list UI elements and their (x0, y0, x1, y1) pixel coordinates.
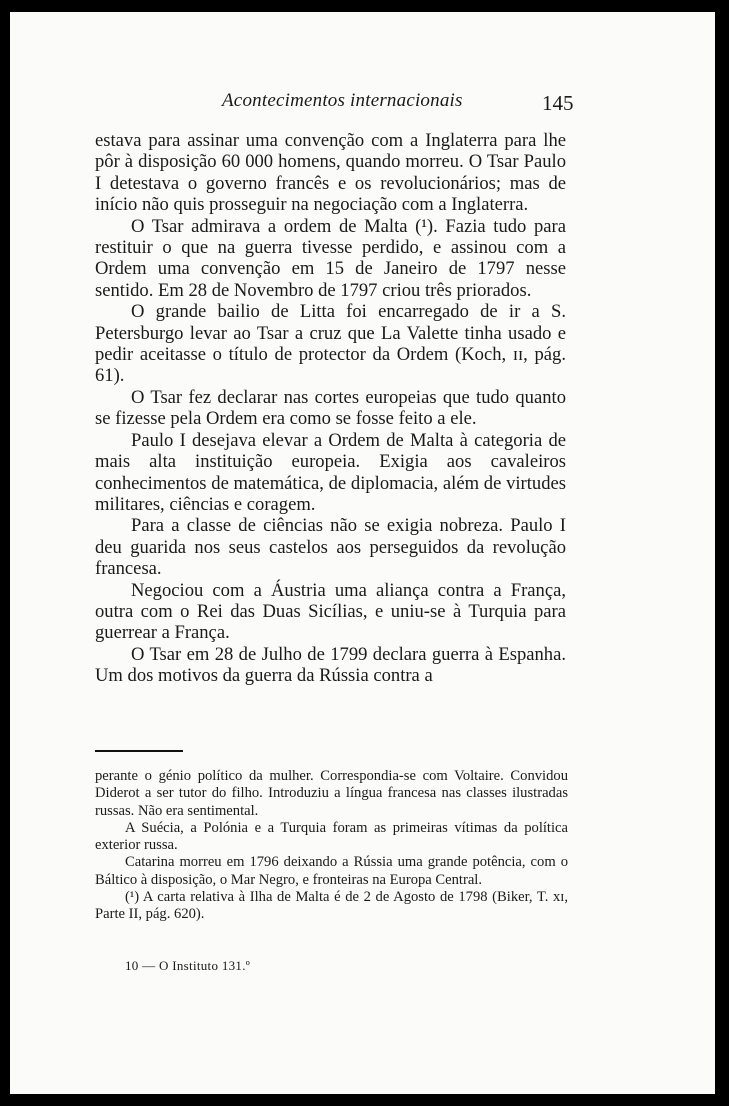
footnote: perante o génio político da mulher. Correspondia-se com Voltaire. Convidou Diderot a ser tutor do filho. Introduziu a língua francesa nas classes ilustradas russas. Não era sentimental. (95, 768, 568, 819)
paragraph: estava para assinar uma convenção com a Inglaterra para lhe pôr à disposição 60 000 homens, quando morreu. O Tsar Paulo I detestava o governo francês e os revolucionários; mas de início não quis prosseguir na negociação com a Inglaterra. (95, 130, 566, 216)
printer-signature: 10 — O Instituto 131.º (125, 958, 251, 973)
footnote: A Suécia, a Polónia e a Turquia foram as primeiras vítimas da política exterior russa. (95, 819, 568, 854)
footnote: (¹) A carta relativa à Ilha de Malta é de 2 de Agosto de 1798 (Biker, T. xɪ, Parte II, pág. 620). (95, 889, 568, 923)
paragraph: O grande bailio de Litta foi encarregado de ir a S. Petersburgo levar ao Tsar a cruz que La Valette tinha usado e pedir aceitasse o título de protector da Ordem (Koch, ɪɪ, pág. 61). (95, 301, 566, 387)
page-number: 145 (542, 91, 574, 115)
page-header (10, 90, 715, 120)
paragraph: O Tsar admirava a ordem de Malta (¹). Fazia tudo para restituir o que na guerra tivesse perdido, e assinou com a Ordem uma convenção em 15 de Janeiro de 1797 nesse sentido. Em 28 de Novembro de 1797 criou três priorados. (95, 215, 566, 301)
paragraph: O Tsar em 28 de Julho de 1799 declara guerra à Espanha. Um dos motivos da guerra da Rússia contra a (95, 643, 566, 687)
paragraph: Para a classe de ciências não se exigia nobreza. Paulo I deu guarida nos seus castelos aos perseguidos da revolução francesa. (95, 515, 566, 580)
paragraph: O Tsar fez declarar nas cortes europeias que tudo quanto se fizesse pela Ordem era como se fosse feito a ele. (95, 386, 566, 430)
footnote-divider (95, 750, 183, 752)
paragraph: Paulo I desejava elevar a Ordem de Malta à categoria de mais alta instituição europeia. Exigia aos cavaleiros conhecimentos de matemática, de diplomacia, além de virtudes militares, ciências e coragem. (95, 429, 566, 515)
running-title: Acontecimentos internacionais (222, 90, 463, 111)
book-page (10, 12, 715, 1094)
footnotes (95, 768, 568, 924)
main-text (95, 130, 566, 687)
paragraph: Negociou com a Áustria uma aliança contra a França, outra com o Rei das Duas Sicílias, e uniu-se à Turquia para guerrear a França. (95, 579, 566, 644)
footnote: Catarina morreu em 1796 deixando a Rússia uma grande potência, com o Báltico à disposição, o Mar Negro, e fronteiras na Europa Central. (95, 854, 568, 888)
